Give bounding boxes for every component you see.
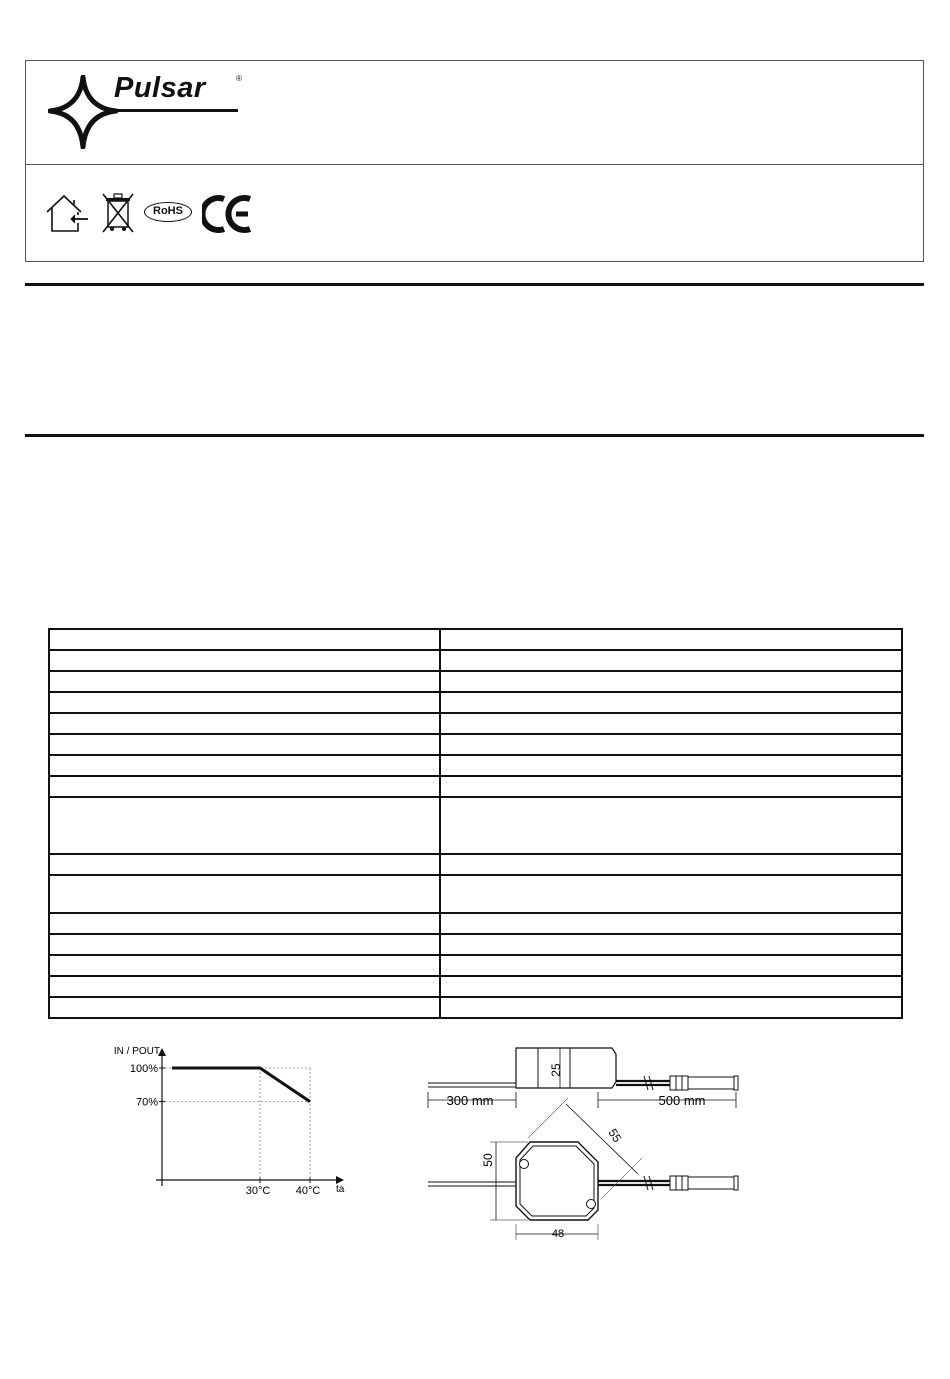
title-rule-top [25,283,924,286]
x-tick-label: 40°C [295,1185,321,1197]
weee-bin-icon [100,191,136,235]
spec-label-cell [49,875,440,913]
spec-value-cell [440,854,902,875]
spec-label-cell [49,797,440,854]
spec-label-cell [49,755,440,776]
spec-value-cell [440,755,902,776]
spec-row [49,776,902,797]
spec-row [49,955,902,976]
spec-value-cell [440,713,902,734]
side-view [428,1048,738,1108]
height-dim: 25 [549,1063,563,1077]
depth-dim: 50 [481,1153,495,1167]
spec-row [49,692,902,713]
spec-value-cell [440,913,902,934]
spec-label-cell [49,692,440,713]
left-cable-dim: 300 mm [446,1093,494,1108]
diagonal-dim: 55 [605,1126,625,1145]
spec-label-cell [49,650,440,671]
title-rule-bottom [25,434,924,437]
y-tick-label: 70% [135,1096,158,1109]
spec-row [49,854,902,875]
x-axis-arrow [336,1176,344,1184]
spec-value-cell [440,692,902,713]
rohs-icon [144,202,192,222]
right-cable-dim: 500 mm [658,1093,706,1108]
spec-value-cell [440,875,902,913]
spec-row [49,734,902,755]
spec-row [49,713,902,734]
spec-value-cell [440,629,902,650]
spec-row [49,650,902,671]
indoor-use-icon [44,193,90,233]
spec-row [49,755,902,776]
spec-value-cell [440,734,902,755]
top-view [428,1098,738,1240]
y-axis-label: IN / POUT [113,1046,160,1057]
header-box [25,60,924,262]
dimension-drawing [420,1040,760,1245]
spec-row [49,934,902,955]
x-tick-label: 30°C [245,1185,271,1197]
spec-label-cell [49,776,440,797]
spec-value-cell [440,997,902,1018]
spec-row [49,875,902,913]
spec-row [49,797,902,854]
spec-value-cell [440,671,902,692]
logo-underline [114,109,238,115]
spec-label-cell [49,976,440,997]
derating-chart [100,1040,360,1200]
registered-mark: ® [236,74,242,83]
spec-label-cell [49,934,440,955]
width-dim: 48 [551,1228,565,1240]
spec-row [49,913,902,934]
spec-label-cell [49,713,440,734]
y-tick-label: 100% [129,1063,158,1075]
spec-value-cell [440,776,902,797]
spec-row [49,976,902,997]
spec-label-cell [49,671,440,692]
spec-value-cell [440,797,902,854]
spec-value-cell [440,976,902,997]
spec-row [49,997,902,1018]
spec-label-cell [49,955,440,976]
x-axis-label: ta [336,1184,345,1195]
pulsar-logo-icon [48,75,118,149]
spec-label-cell [49,913,440,934]
rohs-label: RoHS [153,205,183,217]
spec-value-cell [440,934,902,955]
spec-label-cell [49,629,440,650]
spec-table [48,628,903,1019]
derating-line [172,1068,310,1102]
spec-row [49,629,902,650]
spec-label-cell [49,997,440,1018]
spec-label-cell [49,734,440,755]
ce-mark-icon [202,194,254,234]
spec-label-cell [49,854,440,875]
spec-value-cell [440,650,902,671]
spec-row [49,671,902,692]
spec-value-cell [440,955,902,976]
brand-name: Pulsar [114,72,206,104]
header-divider [26,164,923,165]
